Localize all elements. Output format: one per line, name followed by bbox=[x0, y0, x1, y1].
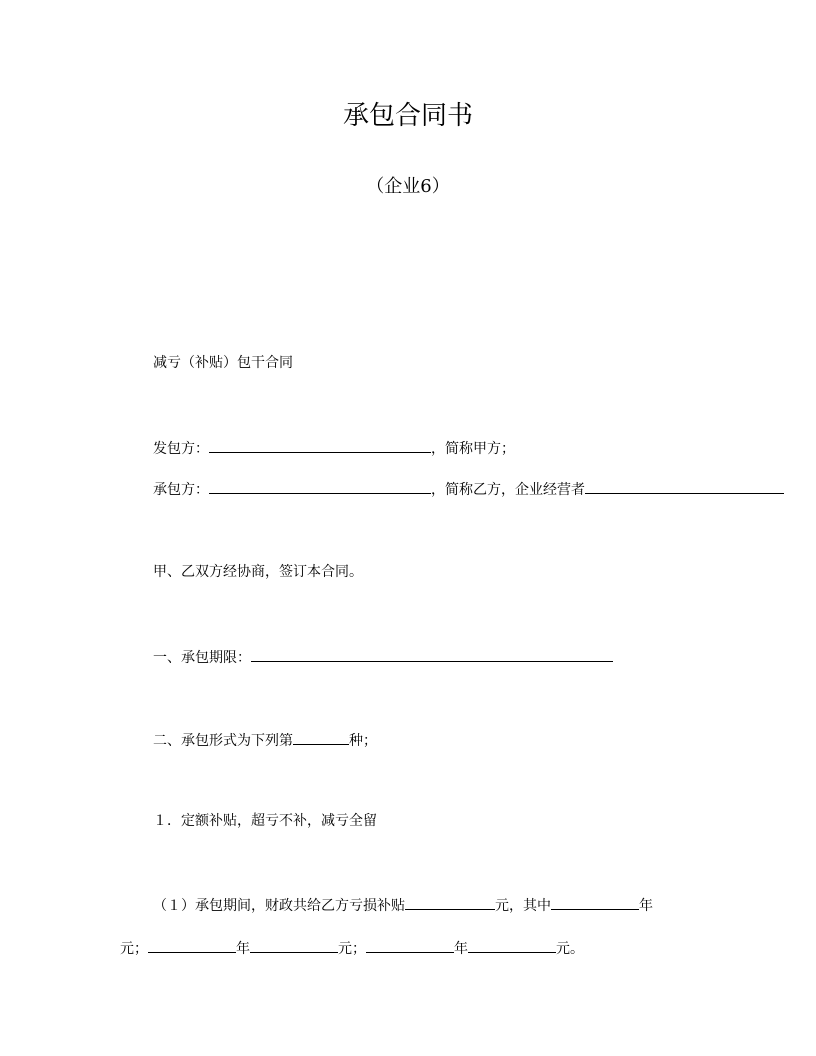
party-a-blank[interactable] bbox=[209, 437, 431, 453]
allocation-t1: 元； bbox=[120, 941, 148, 957]
year-blank-1[interactable] bbox=[551, 894, 639, 910]
clause1-label: 一、承包期限： bbox=[153, 650, 251, 666]
item1-1-line bbox=[153, 894, 653, 916]
contract-term-blank[interactable] bbox=[251, 646, 613, 662]
form-number-blank[interactable] bbox=[293, 729, 349, 745]
allocation-line bbox=[120, 937, 584, 959]
amount-blank-2[interactable] bbox=[468, 937, 556, 953]
document-title: 承包合同书 bbox=[342, 101, 473, 131]
party-a-label: 发包方： bbox=[153, 441, 209, 457]
party-b-suffix: ，简称乙方，企业经营者 bbox=[431, 482, 585, 498]
agreement-text: 甲、乙双方经协商，签订本合同。 bbox=[153, 564, 363, 580]
clause2-suffix: 种； bbox=[349, 733, 377, 749]
subsidy-total-blank[interactable] bbox=[405, 894, 495, 910]
allocation-t3: 元； bbox=[338, 941, 366, 957]
item1-1-mid: 元，其中 bbox=[495, 898, 551, 914]
party-a-line bbox=[153, 437, 515, 459]
party-b-blank[interactable] bbox=[209, 478, 431, 494]
year-blank-2[interactable] bbox=[148, 937, 236, 953]
clause1-line bbox=[153, 646, 613, 668]
document-subtitle: （企业6） bbox=[366, 176, 450, 197]
clause2-line bbox=[153, 729, 377, 751]
allocation-t2: 年 bbox=[236, 941, 250, 957]
operator-blank[interactable] bbox=[585, 478, 784, 494]
party-b-label: 承包方： bbox=[153, 482, 209, 498]
clause2-prefix: 二、承包形式为下列第 bbox=[153, 733, 293, 749]
allocation-t5: 元。 bbox=[556, 941, 584, 957]
item1-1-prefix: （１）承包期间，财政共给乙方亏损补贴 bbox=[153, 898, 405, 914]
party-b-line bbox=[153, 478, 784, 500]
amount-blank-1[interactable] bbox=[250, 937, 338, 953]
party-a-suffix: ，简称甲方； bbox=[431, 441, 515, 457]
allocation-t4: 年 bbox=[454, 941, 468, 957]
section-heading: 减亏（补贴）包干合同 bbox=[153, 355, 293, 371]
year-blank-3[interactable] bbox=[366, 937, 454, 953]
item1-1-suffix: 年 bbox=[639, 898, 653, 914]
item1-text: １．定额补贴，超亏不补，减亏全留 bbox=[153, 813, 377, 829]
